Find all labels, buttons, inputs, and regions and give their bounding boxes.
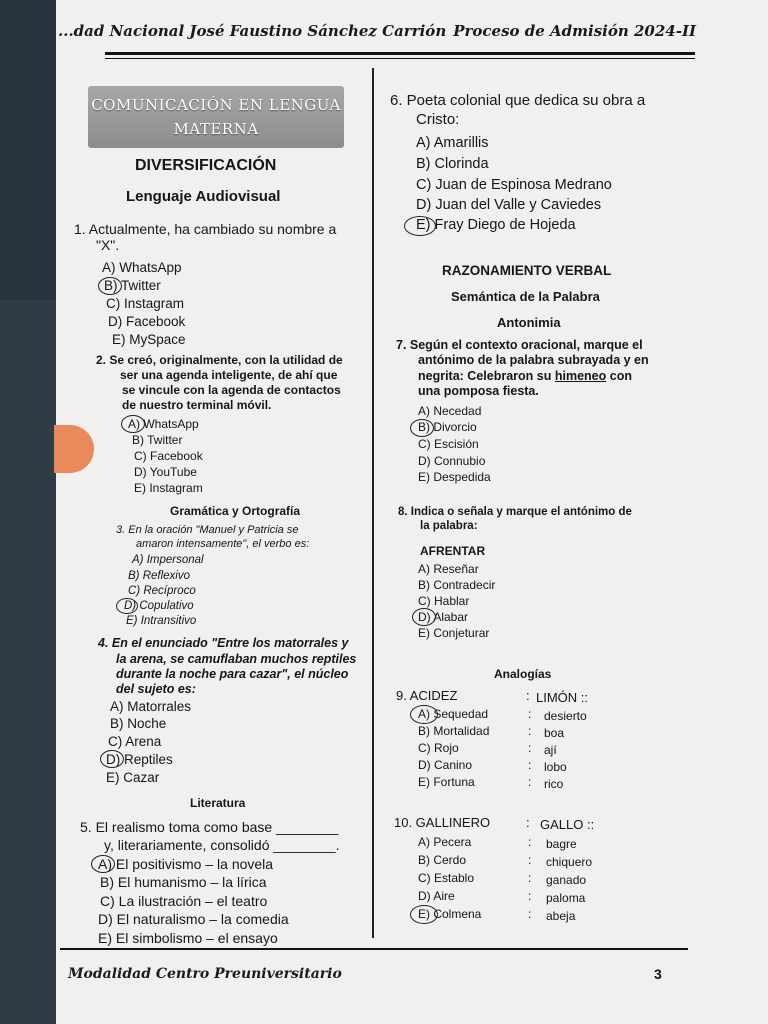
q1-option-a: A) WhatsApp [102,260,182,275]
q4-option-e: E) Cazar [106,770,160,785]
subject-banner [88,86,344,148]
header-process: Proceso de Admisión 2024-II [453,22,696,40]
q9-row-e-left: E) Fortuna [418,775,475,789]
q8-line-2: la palabra: [420,520,478,532]
q7-line-3 [418,369,632,383]
q2-option-b: B) Twitter [132,433,183,447]
q2-option-e: E) Instagram [134,481,203,495]
q5-option-b: B) El humanismo – la lírica [100,874,267,890]
q1-option-b: B) Twitter [104,278,161,293]
q4-option-d: D) Reptiles [106,752,173,767]
q7-line-1: 7. Según el contexto oracional, marque el [396,338,643,352]
subsection-title: Gramática y Ortografía [170,504,301,518]
q3-line-2: amaron intensamente", el verbo es: [136,538,310,550]
q10-row-c-colon: : [528,871,532,885]
q5-line-2: y, literariamente, consolidó ________. [104,837,340,853]
q6-line-1: 6. Poeta colonial que dedica su obra a [390,92,646,109]
q10-head-right: GALLO :: [540,817,595,832]
banner-line-1: COMUNICACIÓN EN LENGUA [91,96,341,114]
answer-mark-circle [410,905,438,924]
q7-option-c: C) Escisión [418,437,479,451]
q4-option-a: A) Matorrales [110,699,192,714]
section-title: RAZONAMIENTO VERBAL [442,263,612,278]
q5-option-d: D) El naturalismo – la comedia [98,911,289,927]
q10-row-d-right: paloma [546,891,586,905]
q9-row-b-colon: : [528,724,532,738]
q3-option-b: B) Reflexivo [128,570,190,582]
q10-row-c-left: C) Establo [418,871,475,885]
section-title: DIVERSIFICACIÓN [135,157,277,174]
q9-row-d-left: D) Canino [418,758,473,772]
footer-rule [60,948,688,950]
q3-option-d: D) Copulativo [124,600,194,612]
q9-row-b-right: boa [544,726,565,740]
q9-row-b-left: B) Mortalidad [418,724,490,738]
q9-row-a-right: desierto [544,709,587,723]
q8-option-c: C) Hablar [418,594,470,608]
q2-line-2: ser una agenda inteligente, de ahí que [120,368,338,382]
q8-line-1: 8. Indica o señala y marque el antónimo de [398,506,632,518]
q8-option-e: E) Conjeturar [418,626,490,640]
q6-option-a: A) Amarillis [416,135,489,151]
subsection-title: Lenguaje Audiovisual [126,188,281,205]
q5-option-e: E) El simbolismo – el ensayo [98,930,278,946]
q2-option-c: C) Facebook [134,449,203,463]
q10-row-b-right: chiquero [546,855,593,869]
q1-option-d: D) Facebook [108,314,186,329]
header-rule [105,52,695,55]
q7-option-e: E) Despedida [418,470,491,484]
subsection-title: Semántica de la Palabra [451,289,600,304]
q1-line-2: "X". [96,237,120,253]
q7-line-2: antónimo de la palabra subrayada y en [418,353,649,367]
q8-option-a: A) Reseñar [418,562,479,576]
subsection-title: Analogías [494,667,552,681]
q9-row-e-colon: : [528,775,532,789]
q10-row-b-colon: : [528,853,532,867]
q9-row-d-colon: : [528,758,532,772]
header-rule-thin [105,58,695,59]
q2-line-3: se vincule con la agenda de contactos [122,383,341,397]
q10-row-b-left: B) Cerdo [418,853,467,867]
q1-option-c: C) Instagram [106,296,185,311]
answer-mark-circle [91,855,115,873]
q3-option-c: C) Recíproco [128,585,196,597]
q9-head-right: LIMÓN :: [536,690,589,705]
q10-row-a-left: A) Pecera [418,835,472,849]
q10-row-d-left: D) Aire [418,889,455,903]
q8-word: AFRENTAR [420,544,486,558]
q10-row-e-colon: : [528,907,532,921]
q7-line-4: una pomposa fiesta. [418,384,539,398]
q4-option-b: B) Noche [110,716,167,731]
answer-mark-circle [410,705,438,724]
q10-head-colon: : [526,815,530,830]
q2-line-1: 2. Se creó, originalmente, con la utilidad de [96,353,343,367]
q7-option-b: B) Divorcio [418,420,477,434]
q6-option-e: E) Fray Diego de Hojeda [416,217,576,233]
q4-line-3: durante la noche para cazar", el núcleo [116,667,349,681]
q4-option-c: C) Arena [108,734,162,749]
header-university: ...dad Nacional José Faustino Sánchez Carrión [58,22,447,40]
q3-option-e: E) Intransitivo [126,615,197,627]
q9-row-a-left: A) Sequedad [418,707,489,721]
q10-row-e-left: E) Colmena [418,907,482,921]
q5-option-c: C) La ilustración – el teatro [100,893,268,909]
q10-row-a-right: bagre [546,837,577,851]
banner-line-2: MATERNA [173,120,259,138]
q9-head-left: 9. ACIDEZ [396,688,458,703]
q7-keyword: himeneo [554,369,607,383]
answer-mark-circle [100,750,124,768]
answer-mark-circle [116,598,138,614]
q4-line-2: la arena, se camuflaban muchos reptiles [116,652,357,666]
q7-line-3-text: negrita: Celebraron su [418,369,552,383]
q7-line-3-tail: con [609,369,632,383]
q10-head-left: 10. GALLINERO [394,815,491,830]
q2-option-d: D) YouTube [134,465,197,479]
q3-option-a: A) Impersonal [132,554,204,566]
subsection-title: Literatura [190,796,246,810]
q2-option-a: A) WhatsApp [128,417,199,431]
answer-mark-circle [410,419,434,437]
q7-option-d: D) Connubio [418,454,486,468]
q10-row-e-right: abeja [546,909,576,923]
page-number: 3 [654,966,662,982]
q9-row-c-left: C) Rojo [418,741,459,755]
answer-mark-circle [404,216,436,236]
answer-mark-circle [121,415,145,433]
column-divider [372,68,374,938]
q9-row-a-colon: : [528,707,532,721]
q9-row-e-right: rico [544,777,564,791]
q9-head-colon: : [526,688,530,703]
q8-option-b: B) Contradecir [418,578,496,592]
q7-option-a: A) Necedad [418,404,482,418]
q6-line-2: Cristo: [416,111,460,128]
q6-option-b: B) Clorinda [416,156,489,172]
q4-line-1: 4. En el enunciado "Entre los matorrales y [98,636,349,650]
q10-row-c-right: ganado [546,873,587,887]
q6-option-d: D) Juan del Valle y Caviedes [416,197,602,213]
q6-option-c: C) Juan de Espinosa Medrano [416,177,612,193]
q5-option-a: A) El positivismo – la novela [98,856,274,872]
q3-line-1: 3. En la oración "Manuel y Patricia se [116,524,299,536]
q9-row-c-right: ají [544,743,557,757]
footer-modality: Modalidad Centro Preuniversitario [68,966,342,982]
q1-option-e: E) MySpace [112,332,186,347]
answer-mark-circle [98,277,122,295]
q9-row-c-colon: : [528,741,532,755]
subsection-title: Antonimia [497,315,561,330]
q9-row-d-right: lobo [544,760,567,774]
q10-row-a-colon: : [528,835,532,849]
q2-line-4: de nuestro terminal móvil. [122,398,272,412]
q10-row-d-colon: : [528,889,532,903]
q5-line-1: 5. El realismo toma como base ________ [80,819,339,835]
q8-option-d: D) Alabar [418,610,469,624]
q1-line-1: 1. Actualmente, ha cambiado su nombre a [74,221,337,237]
q4-line-4: del sujeto es: [116,682,196,696]
answer-mark-circle [412,608,436,626]
